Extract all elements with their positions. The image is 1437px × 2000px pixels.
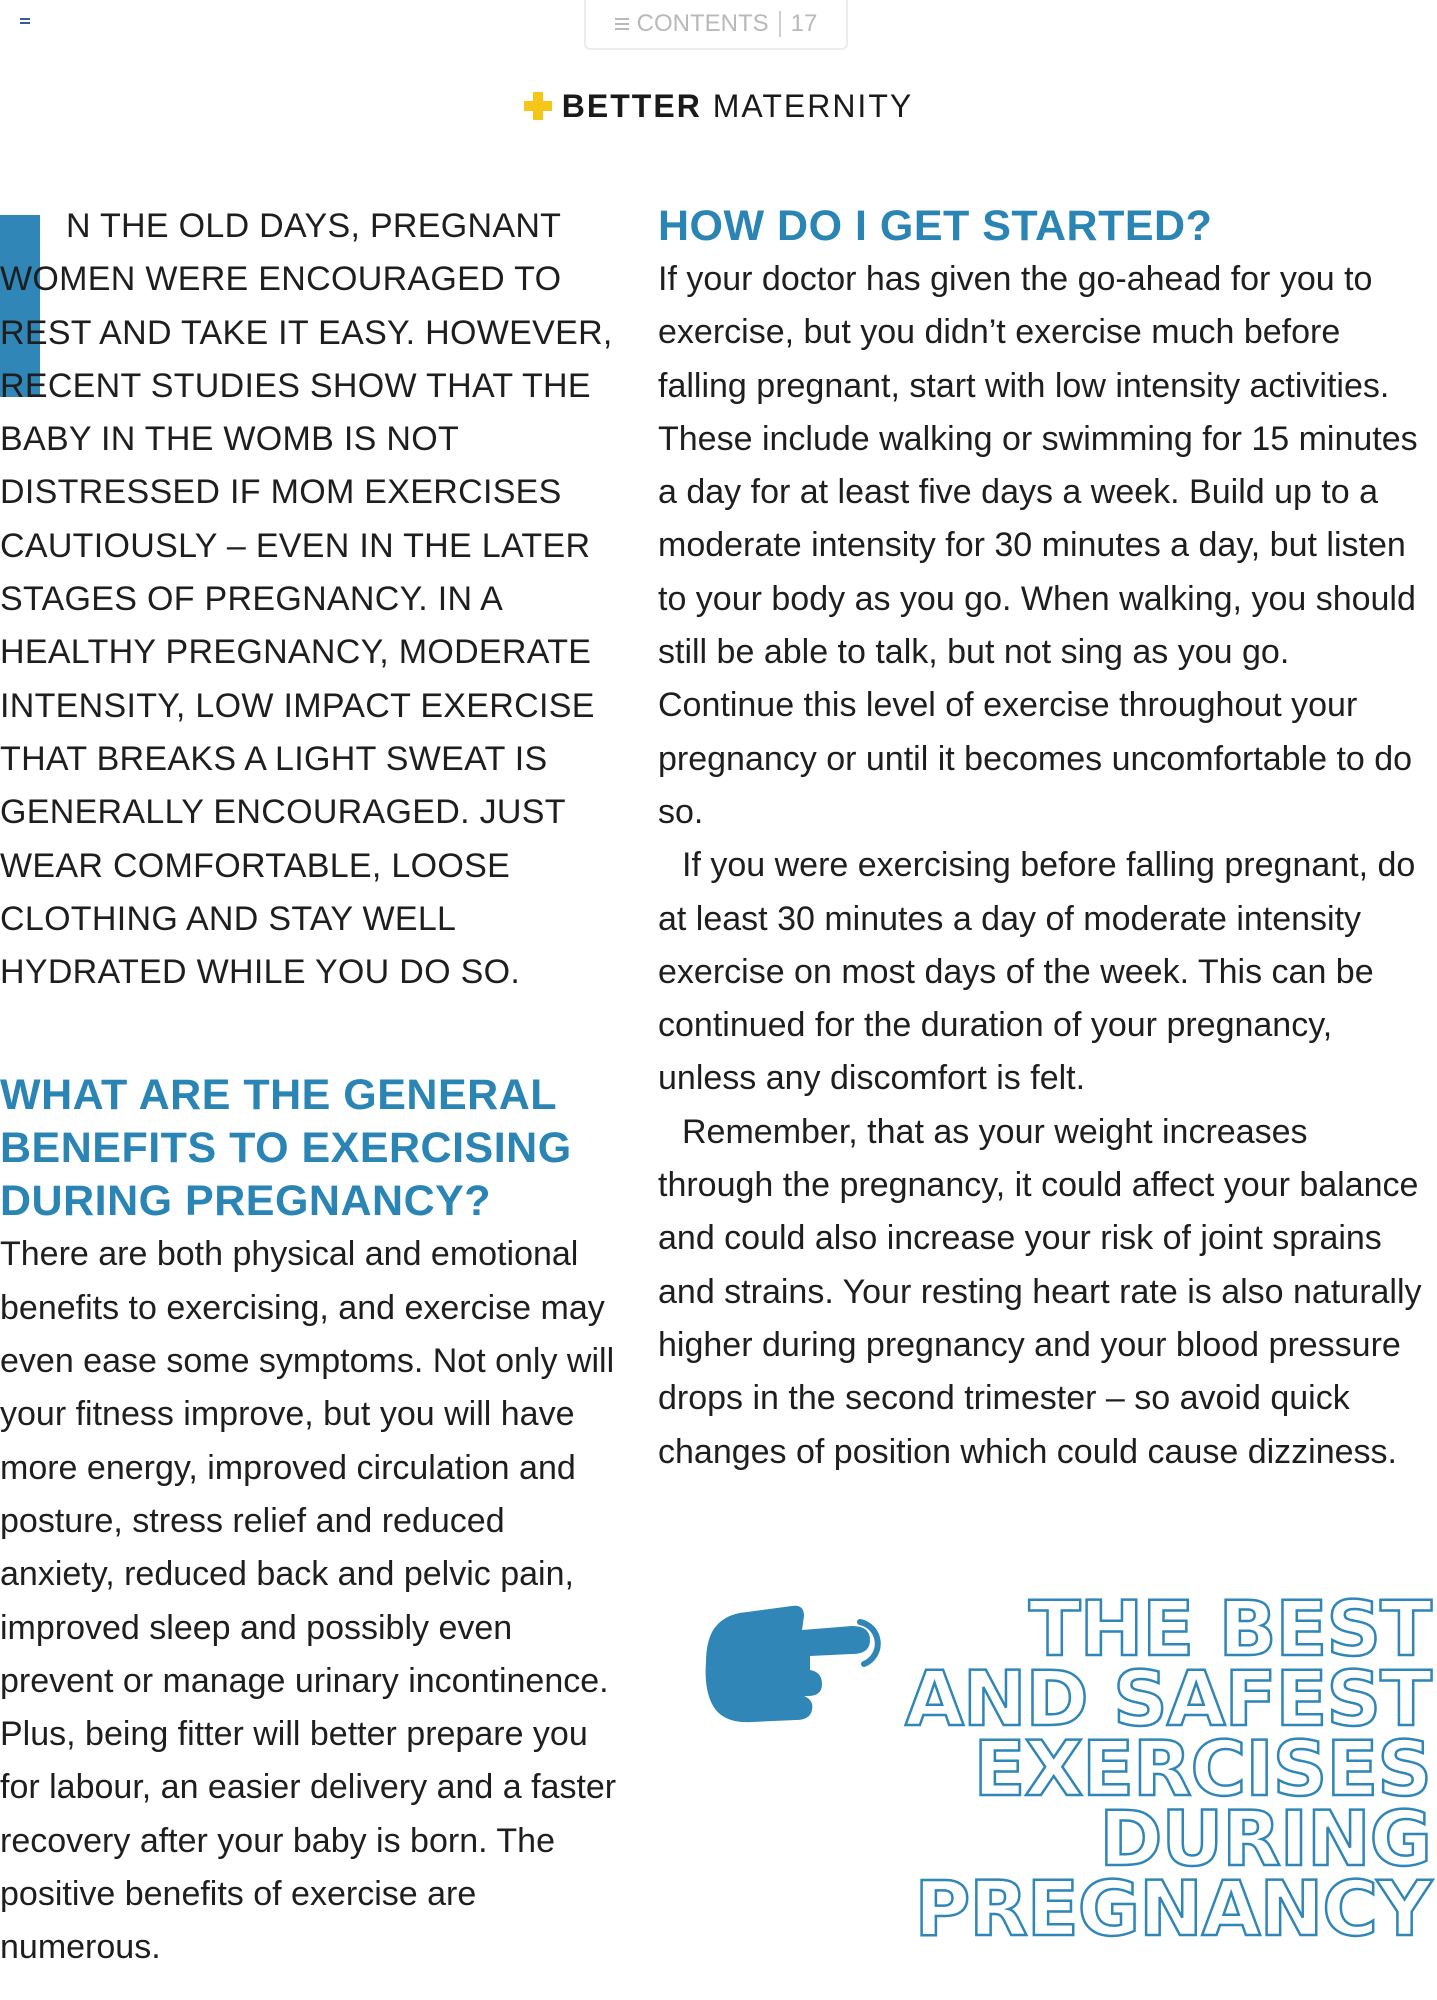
page-number: 17 xyxy=(790,10,818,37)
section-header-bold: BETTER xyxy=(561,88,702,124)
get-started-paragraph-3: Remember, that as your weight increases through the pregnancy, it could affect your balance and could also increase your risk of joint sprains and strains. Your resting heart rate is also naturally higher during pregnancy and your blood pressure drops in the second trimester – so avoid quick changes of position which could cause dizziness. xyxy=(658,1112,1422,1471)
plus-icon xyxy=(524,92,552,120)
get-started-heading: HOW DO I GET STARTED? xyxy=(658,202,1213,250)
menu-icon[interactable] xyxy=(20,18,30,26)
list-icon xyxy=(615,15,629,33)
callout-heading xyxy=(905,1584,1431,1953)
callout-line: AND SAFEST xyxy=(905,1654,1431,1743)
right-column xyxy=(658,200,1428,1479)
callout-line: PREGNANCY xyxy=(914,1864,1431,1953)
contents-button[interactable] xyxy=(584,0,848,50)
section-header xyxy=(0,88,1437,125)
left-column xyxy=(0,200,620,1975)
intro-paragraph: N THE OLD DAYS, PREGNANT WOMEN WERE ENCOURAGED TO REST AND TAKE IT EASY. HOWEVER, RECENT STUDIES SHOW THAT THE BABY IN THE WOMB IS NOT DISTRESSED IF MOM EXERCISES CAUTIOUSLY – EVEN IN THE LATER STAGES OF PREGNANCY. IN A HEALTHY PREGNANCY, MODERATE INTENSITY, LOW IMPACT EXERCISE THAT BREAKS A LIGHT SWEAT IS GENERALLY ENCOURAGED. JUST WEAR COMFORTABLE, LOOSE CLOTHING AND STAY WELL HYDRATED WHILE YOU DO SO. xyxy=(0,207,613,992)
get-started-paragraph-1: If your doctor has given the go-ahead for you to exercise, but you didn’t exercise much before falling pregnant, start with low intensity activities. These include walking or swimming for 15 minutes a day for at least five days a week. Build up to a moderate intensity for 30 minutes a day, but listen to your body as you go. When walking, you should still be able to talk, but not sing as you go. Continue this level of exercise throughout your pregnancy or until it becomes uncomfortable to do so. xyxy=(658,260,1418,831)
divider xyxy=(779,11,781,37)
callout-line: DURING xyxy=(1099,1794,1431,1883)
benefits-paragraph: There are both physical and emotional benefits to exercising, and exercise may even ease some symptoms. Not only will your fitness improve, but you will have more energy, improved circulation and posture, stress relief and reduced anxiety, reduced back and pelvic pain, improved sleep and possibly even prevent or manage urinary incontinence. Plus, being fitter will better prepare you for labour, an easier delivery and a faster recovery after your baby is born. The positive benefits of exercise are numerous. xyxy=(0,1235,617,1967)
callout-line: THE BEST xyxy=(1028,1584,1431,1673)
callout-line: EXERCISES xyxy=(973,1724,1431,1813)
get-started-paragraph-2: If you were exercising before falling pregnant, do at least 30 minutes a day of moderate intensity exercise on most days of the week. This can be continued for the duration of your pregnancy, unless any discomfort is felt. xyxy=(658,846,1416,1098)
benefits-heading: WHAT ARE THE GENERAL BENEFITS TO EXERCISING DURING PREGNANCY? xyxy=(0,1071,572,1226)
section-header-light: MATERNITY xyxy=(712,88,914,124)
pointing-hand-icon xyxy=(692,1592,892,1732)
contents-label: CONTENTS xyxy=(636,10,769,37)
